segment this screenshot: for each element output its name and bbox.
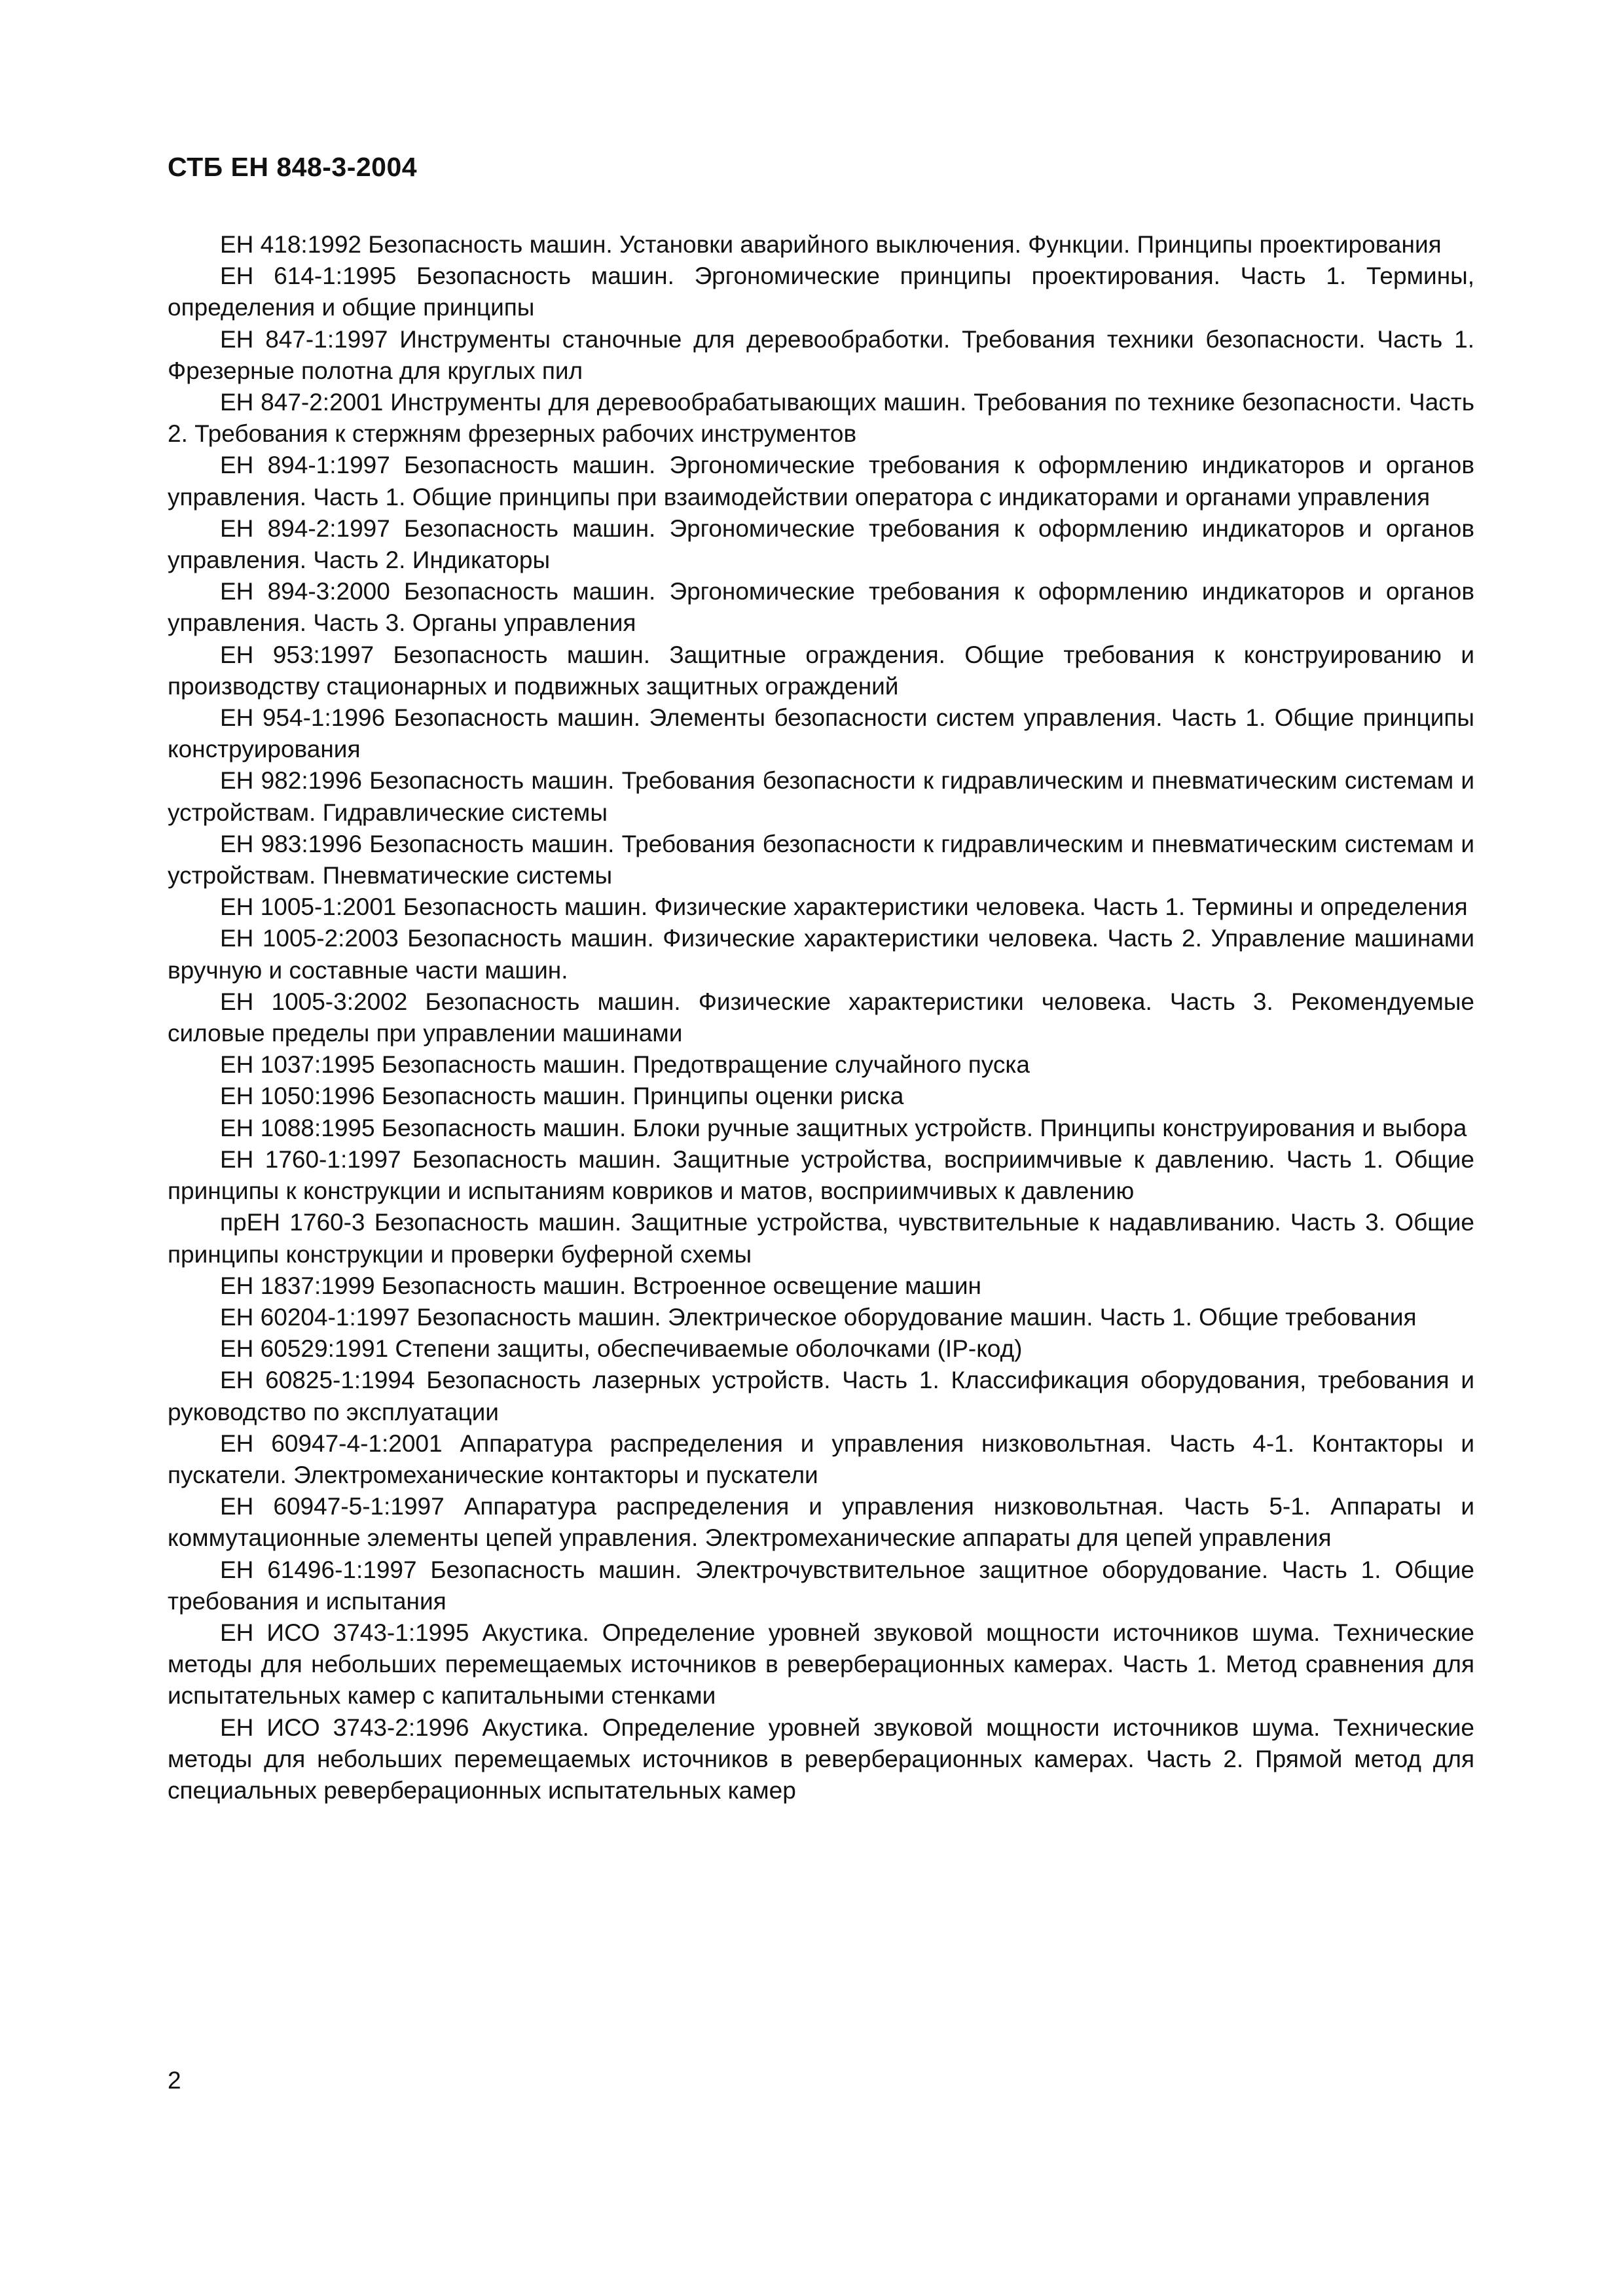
reference-item: ЕН ИСО 3743-2:1996 Акустика. Определение уровней звуковой мощности источников шума. Технические методы для небольших перемещаемых источников в реверберационных камерах. Часть 2. Прямой метод для специальных реверберационных испытательных камер xyxy=(168,1713,1474,1804)
normative-references-list xyxy=(168,229,1474,1806)
reference-item: ЕН 1760-1:1997 Безопасность машин. Защитные устройства, восприимчивые к давлению. Часть 1. Общие принципы к конструкции и испытаниям ковриков и матов, восприимчивых к давлению xyxy=(168,1145,1474,1205)
reference-item: ЕН 983:1996 Безопасность машин. Требования безопасности к гидравлическим и пневматическим системам и устройствам. Пневматические системы xyxy=(168,830,1474,889)
reference-item: ЕН 60825-1:1994 Безопасность лазерных устройств. Часть 1. Классификация оборудования, требования и руководство по эксплуатации xyxy=(168,1367,1474,1426)
reference-item: ЕН 60947-4-1:2001 Аппаратура распределения и управления низковольтная. Часть 4-1. Контакторы и пускатели. Электромеханические контакторы и пускатели xyxy=(168,1429,1474,1488)
reference-item: ЕН 60204-1:1997 Безопасность машин. Электрическое оборудование машин. Часть 1. Общие требования xyxy=(220,1303,1417,1331)
reference-item: ЕН ИСО 3743-1:1995 Акустика. Определение уровней звуковой мощности источников шума. Технические методы для небольших перемещаемых источников в реверберационных камерах. Часть 1. Метод сравнения для испытательных камер с капитальными стенками xyxy=(168,1619,1474,1710)
reference-item: ЕН 894-1:1997 Безопасность машин. Эргономические требования к оформлению индикаторов и органов управления. Часть 1. Общие принципы при взаимодействии оператора с индикаторами и органами управления xyxy=(168,452,1474,511)
reference-item: ЕН 1088:1995 Безопасность машин. Блоки ручные защитных устройств. Принципы конструирования и выбора xyxy=(220,1114,1467,1141)
reference-item: ЕН 1837:1999 Безопасность машин. Встроенное освещение машин xyxy=(220,1272,981,1299)
reference-item: ЕН 418:1992 Безопасность машин. Установки аварийного выключения. Функции. Принципы проектирования xyxy=(220,231,1442,258)
document-header: СТБ ЕН 848-3-2004 xyxy=(168,152,418,182)
reference-item: ЕН 61496-1:1997 Безопасность машин. Электрочувствительное защитное оборудование. Часть 1. Общие требования и испытания xyxy=(168,1556,1474,1615)
reference-item: ЕН 847-1:1997 Инструменты станочные для деревообработки. Требования техники безопасности. Часть 1. Фрезерные полотна для круглых пил xyxy=(168,325,1474,384)
reference-item: ЕН 894-2:1997 Безопасность машин. Эргономические требования к оформлению индикаторов и органов управления. Часть 2. Индикаторы xyxy=(168,514,1474,574)
reference-item: прЕН 1760-3 Безопасность машин. Защитные устройства, чувствительные к надавливанию. Часть 3. Общие принципы конструкции и проверки буферной схемы xyxy=(168,1209,1474,1268)
reference-item: ЕН 1005-3:2002 Безопасность машин. Физические характеристики человека. Часть 3. Рекомендуемые силовые пределы при управлении машинами xyxy=(168,988,1474,1047)
reference-item: ЕН 1037:1995 Безопасность машин. Предотвращение случайного пуска xyxy=(220,1051,1030,1079)
reference-item: ЕН 982:1996 Безопасность машин. Требования безопасности к гидравлическим и пневматическим системам и устройствам. Гидравлические системы xyxy=(168,767,1474,826)
reference-item: ЕН 1005-1:2001 Безопасность машин. Физические характеристики человека. Часть 1. Термины и определения xyxy=(220,893,1468,921)
reference-item: ЕН 60947-5-1:1997 Аппаратура распределения и управления низковольтная. Часть 5-1. Аппараты и коммутационные элементы цепей управления. Электромеханические аппараты для цепей управления xyxy=(168,1493,1474,1552)
reference-item: ЕН 614-1:1995 Безопасность машин. Эргономические принципы проектирования. Часть 1. Термины, определения и общие принципы xyxy=(168,262,1474,321)
reference-item: ЕН 953:1997 Безопасность машин. Защитные ограждения. Общие требования к конструированию и производству стационарных и подвижных защитных ограждений xyxy=(168,641,1474,700)
reference-item: ЕН 894-3:2000 Безопасность машин. Эргономические требования к оформлению индикаторов и органов управления. Часть 3. Органы управления xyxy=(168,578,1474,637)
reference-item: ЕН 1050:1996 Безопасность машин. Принципы оценки риска xyxy=(220,1083,904,1110)
reference-item: ЕН 1005-2:2003 Безопасность машин. Физические характеристики человека. Часть 2. Управление машинами вручную и составные части машин. xyxy=(168,925,1474,984)
reference-item: ЕН 954-1:1996 Безопасность машин. Элементы безопасности систем управления. Часть 1. Общие принципы конструирования xyxy=(168,704,1474,763)
reference-item: ЕН 60529:1991 Степени защиты, обеспечиваемые оболочками (IP-код) xyxy=(220,1335,1023,1363)
page-number: 2 xyxy=(168,2067,181,2094)
reference-item: ЕН 847-2:2001 Инструменты для деревообрабатывающих машин. Требования по технике безопасности. Часть 2. Требования к стержням фрезерных рабочих инструментов xyxy=(168,389,1474,448)
